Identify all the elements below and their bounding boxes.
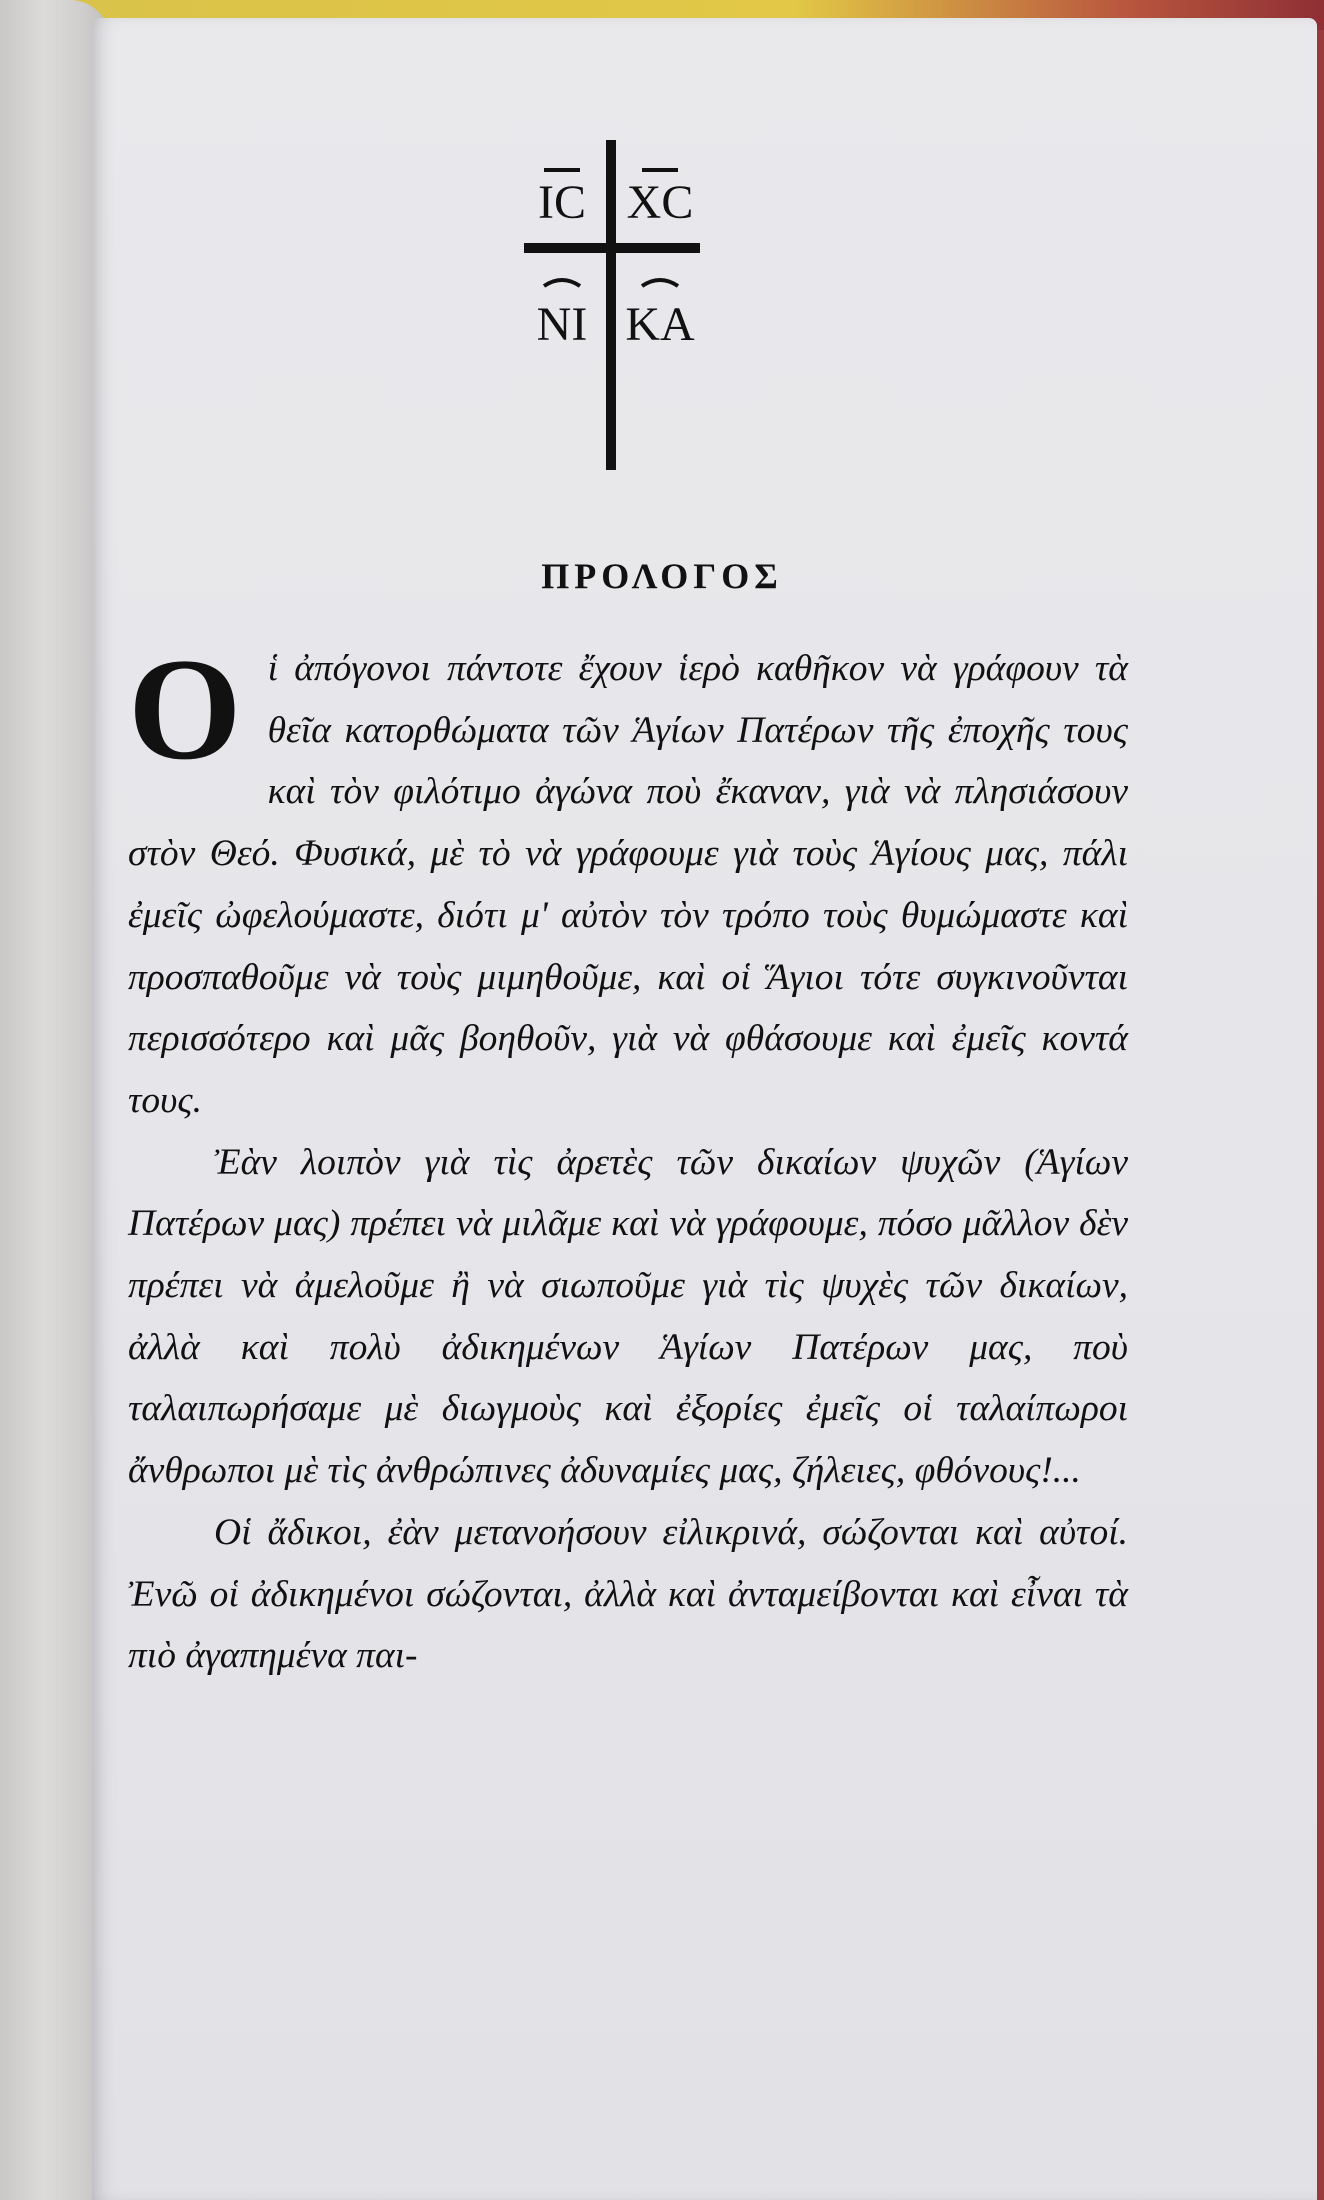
monogram-ic: IC xyxy=(538,176,586,229)
monogram-ni: NI xyxy=(536,298,588,351)
ic-xc-nika-cross-icon xyxy=(512,140,712,470)
paragraph-1: Οἱ ἀπόγονοι πάντοτε ἔχουν ἱερὸ καθῆκον νὰ γράφουν τὰ θεῖα κατορθώματα τῶν Ἁγίων Πατέρων τῆς ἐποχῆς τους καὶ τὸν φιλότιμο ἀγώνα ποὺ ἔκαναν, γιὰ νὰ πλησιάσουν στὸν Θεό. Φυσικά, μὲ τὸ νὰ γράφουμε γιὰ τοὺς Ἁγίους μας, πάλι ἐμεῖς ὠφελούμαστε, διότι μ' αὐτὸν τὸν τρόπο τοὺς θυμώμαστε καὶ προσπαθοῦμε νὰ τοὺς μιμηθοῦμε, καὶ οἱ Ἅγιοι τότε συγκινοῦνται περισσότερο καὶ μᾶς βοηθοῦν, γιὰ νὰ φθάσουμε καὶ ἐμεῖς κοντά τους. xyxy=(128,628,1128,1121)
monogram-ka: KA xyxy=(625,298,695,351)
prologue-heading: ΠΡΟΛΟΓΟΣ xyxy=(541,556,783,596)
monogram-xc: XC xyxy=(626,176,694,229)
paragraph-3: Οἱ ἄδικοι, ἐὰν μετανοήσουν εἰλικρινά, σώζονται καὶ αὐτοί. Ἐνῶ οἱ ἀδικημένοι σώζονται, ἀλλὰ καὶ ἀνταμείβονται καὶ εἶναι τὰ πιὸ ἀγαπημένα παι- xyxy=(128,1511,1128,1677)
prologue-body xyxy=(128,628,1128,1687)
paragraph-2: Ἐὰν λοιπὸν γιὰ τὶς ἀρετὲς τῶν δικαίων ψυχῶν (Ἁγίων Πατέρων μας) πρέπει νὰ μιλᾶμε καὶ νὰ γράφουμε, πόσο μᾶλλον δὲν πρέπει νὰ ἀμελοῦμε ἢ νὰ σιωποῦμε γιὰ τὶς ψυχὲς τῶν δικαίων, ἀλλὰ καὶ πολὺ ἀδικημένων Ἁγίων Πατέρων μας, ποὺ ταλαιπωρήσαμε μὲ διωγμοὺς καὶ ἐξορίες ἐμεῖς οἱ ταλαίπωροι ἄνθρωποι μὲ τὶς ἀνθρώπινες ἀδυναμίες μας, ζήλειες, φθόνους!... xyxy=(128,1141,1128,1492)
